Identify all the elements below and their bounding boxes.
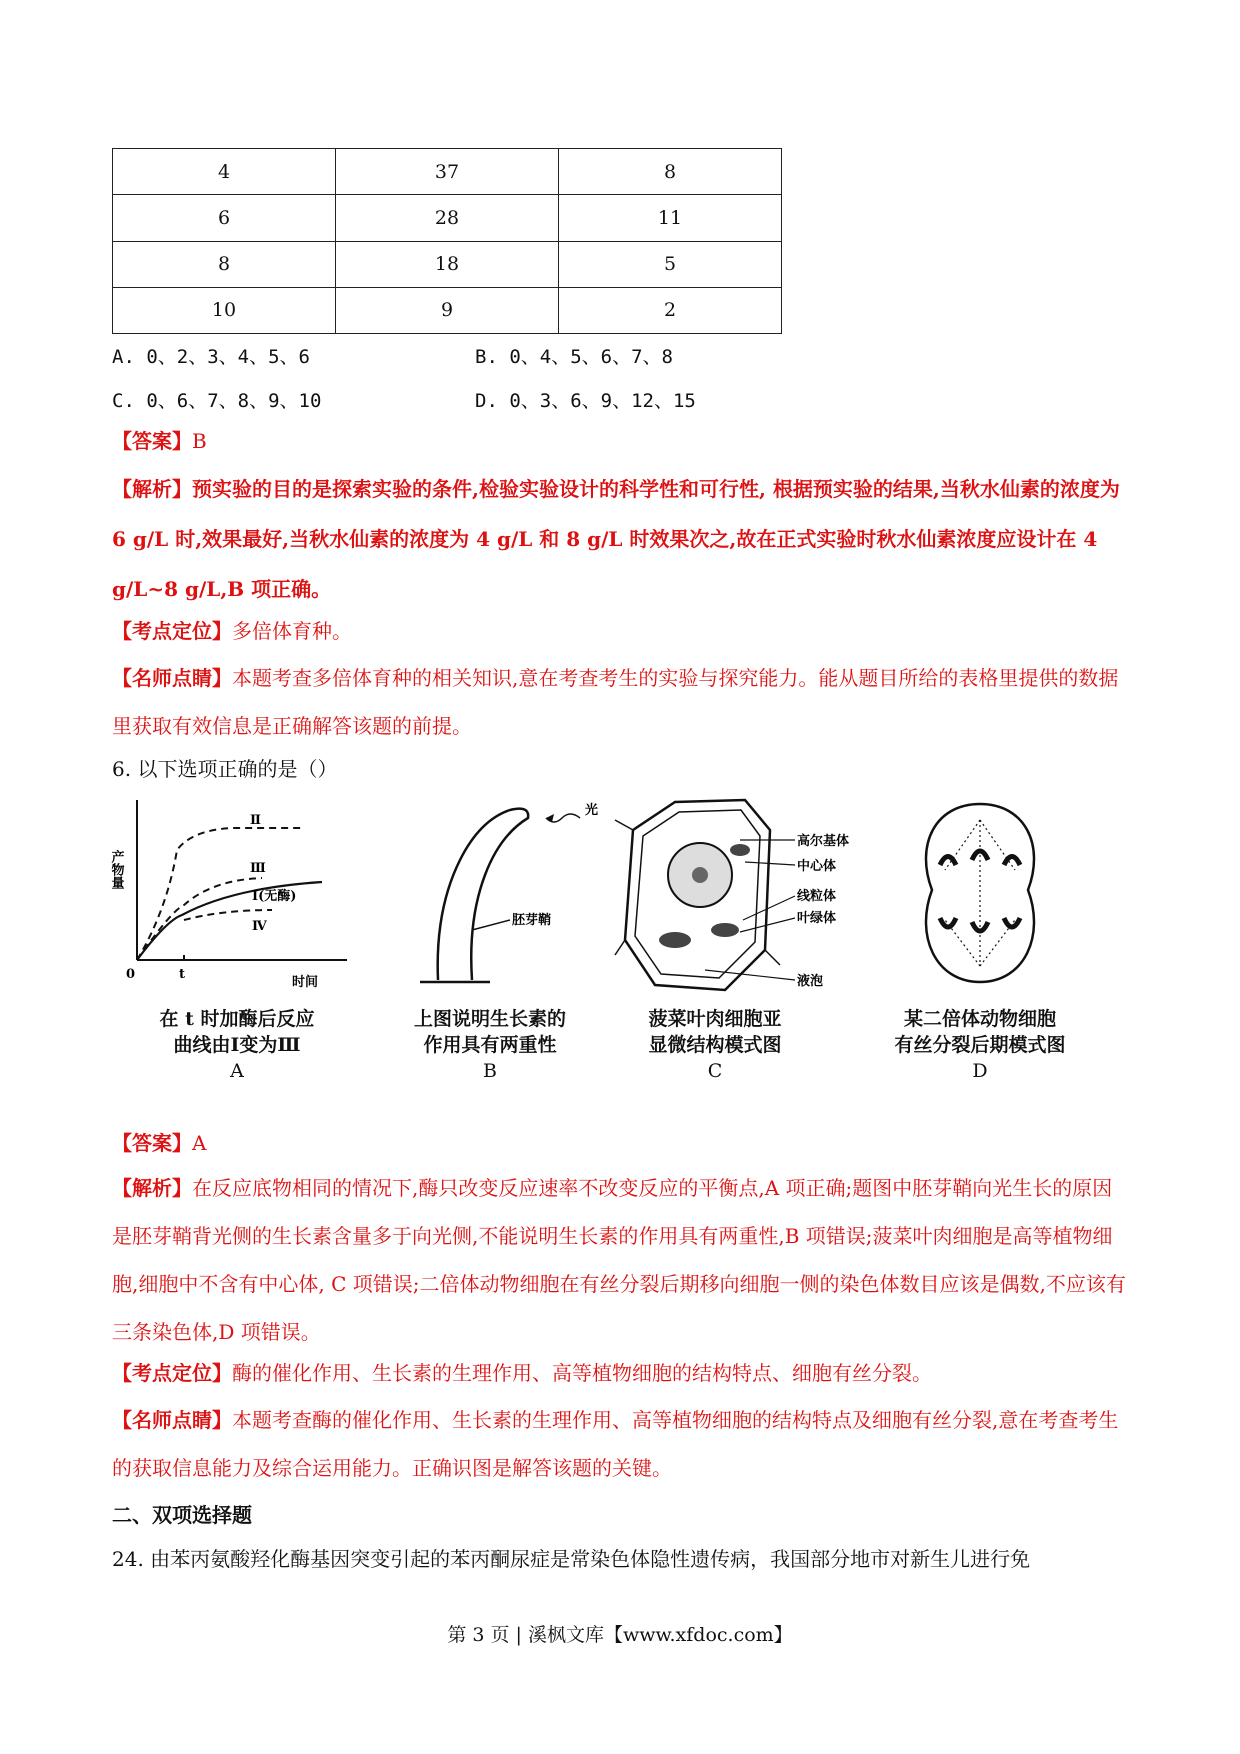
- figure-c-plant-cell: [615, 790, 880, 1000]
- curve-iv-label: Ⅳ: [252, 919, 267, 934]
- figure-a-graph: [108, 790, 362, 990]
- q6-tip: [112, 1396, 1132, 1492]
- table-row: [113, 287, 782, 333]
- curve-i-label: Ⅰ(无酶): [252, 889, 297, 904]
- golgi-label: 高尔基体: [797, 834, 850, 849]
- table-cell: 2: [559, 287, 782, 333]
- figure-b-coleoptile: [380, 790, 620, 1000]
- answer-value: A: [192, 1131, 207, 1155]
- analysis-text: 预实验的目的是探索实验的条件,检验实验设计的科学性和可行性, 根据预实验的结果,当秋水仙素的浓度为 6 g/L 时,效果最好,当秋水仙素的浓度为 4 g/L 和 8 g/L 时效果次之,故在正式实验时秋水仙素浓度应设计在 4 g/L~8 g/L,B 项正确。: [112, 477, 1120, 601]
- caption-line: 有丝分裂后期模式图: [894, 1034, 1066, 1056]
- point-label: 【考点定位】: [112, 619, 232, 643]
- data-table: [112, 148, 782, 334]
- table-cell: 11: [559, 195, 782, 241]
- t-tick-label: t: [179, 967, 186, 982]
- table-cell: 37: [336, 149, 559, 195]
- caption-line: 显微结构模式图: [648, 1034, 782, 1056]
- figure-letter: A: [230, 1060, 244, 1082]
- caption-line: 曲线由Ⅰ变为Ⅲ: [173, 1034, 301, 1056]
- figure-letter: C: [707, 1060, 723, 1082]
- y-axis-label: 产物量: [108, 850, 124, 889]
- mitochondria-label: 线粒体: [797, 889, 837, 904]
- figure-a-caption: [112, 1006, 362, 1084]
- table-row: [113, 149, 782, 195]
- tip-label: 【名师点睛】: [112, 1408, 232, 1432]
- figure-c-caption: [615, 1006, 815, 1084]
- answer-label: 【答案】: [112, 1131, 192, 1155]
- option-a: A. 0、2、3、4、5、6: [112, 346, 310, 368]
- chloroplast-label: 叶绿体: [797, 911, 837, 926]
- option-c: C. 0、6、7、8、9、10: [112, 390, 322, 412]
- page-footer: 第 3 页 | 溪枫文库【www.xfdoc.com】: [447, 1624, 793, 1646]
- option-d: D. 0、3、6、9、12、15: [475, 390, 696, 412]
- curve-iii-label: Ⅲ: [250, 861, 266, 876]
- point-label: 【考点定位】: [112, 1361, 232, 1385]
- figure-b-caption: [380, 1006, 600, 1084]
- answer-label: 【答案】: [112, 429, 192, 453]
- caption-line: 上图说明生长素的: [413, 1008, 566, 1030]
- caption-line: 在 t 时加酶后反应: [159, 1008, 315, 1030]
- tip-text: 本题考查酶的催化作用、生长素的生理作用、高等植物细胞的结构特点及细胞有丝分裂,意在考查考生的获取信息能力及综合运用能力。正确识图是解答该题的关键。: [112, 1408, 1119, 1480]
- table-cell: 4: [113, 149, 336, 195]
- centriole-label: 中心体: [797, 859, 837, 874]
- tip-text: 本题考查多倍体育种的相关知识,意在考查考生的实验与探究能力。能从题目所给的表格里提供的数据里获取有效信息是正确解答该题的前提。: [112, 666, 1119, 738]
- q24-text: 24. 由苯丙氨酸羟化酶基因突变引起的苯丙酮尿症是常染色体隐性遗传病，我国部分地市对新生儿进行免: [112, 1547, 1031, 1571]
- curve-ii-label: Ⅱ: [250, 813, 261, 828]
- table-cell: 9: [336, 287, 559, 333]
- analysis-label: 【解析】: [112, 1176, 192, 1200]
- section-heading: 二、双项选择题: [112, 1503, 252, 1527]
- option-b: B. 0、4、5、6、7、8: [475, 346, 673, 368]
- answer-value: B: [192, 429, 207, 453]
- q5-tip: [112, 654, 1132, 750]
- analysis-label: 【解析】: [112, 477, 192, 501]
- table-cell: 10: [113, 287, 336, 333]
- q6-question: 6. 以下选项正确的是（）: [112, 757, 338, 781]
- q6-answer: [112, 1130, 206, 1156]
- x-axis-label: 时间: [292, 975, 319, 990]
- table-cell: 28: [336, 195, 559, 241]
- q5-point: [112, 618, 352, 644]
- figure-letter: B: [483, 1060, 497, 1082]
- figure-d-caption: [880, 1006, 1080, 1084]
- q6-point: [112, 1360, 932, 1386]
- table-cell: 5: [559, 241, 782, 287]
- figure-d-animal-cell: [900, 790, 1060, 1000]
- sheath-label: 胚芽鞘: [512, 913, 552, 928]
- table-cell: 8: [559, 149, 782, 195]
- light-label: 光: [585, 803, 599, 818]
- q6-analysis: [112, 1164, 1132, 1356]
- table-cell: 18: [336, 241, 559, 287]
- point-text: 酶的催化作用、生长素的生理作用、高等植物细胞的结构特点、细胞有丝分裂。: [232, 1361, 932, 1385]
- origin-label: 0: [126, 967, 136, 982]
- q5-answer: [112, 428, 207, 454]
- vacuole-label: 液泡: [797, 974, 824, 989]
- tip-label: 【名师点睛】: [112, 666, 232, 690]
- table-row: [113, 241, 782, 287]
- table-row: [113, 195, 782, 241]
- table-cell: 8: [113, 241, 336, 287]
- caption-line: 菠菜叶肉细胞亚: [648, 1008, 782, 1030]
- caption-line: 作用具有两重性: [423, 1034, 557, 1056]
- caption-line: 某二倍体动物细胞: [903, 1008, 1056, 1030]
- point-text: 多倍体育种。: [232, 619, 352, 643]
- analysis-text: 在反应底物相同的情况下,酶只改变反应速率不改变反应的平衡点,A 项正确;题图中胚芽鞘向光生长的原因是胚芽鞘背光侧的生长素含量多于向光侧,不能说明生长素的作用具有两重性,B 项错误;菠菜叶肉细胞是高等植物细胞,细胞中不含有中心体, C 项错误;二倍体动物细胞在有丝分裂后期移向细胞一侧的染色体数目应该是偶数,不应该有三条染色体,D 项错误。: [112, 1176, 1126, 1344]
- q5-analysis: [112, 464, 1132, 614]
- table-cell: 6: [113, 195, 336, 241]
- figure-letter: D: [972, 1060, 988, 1082]
